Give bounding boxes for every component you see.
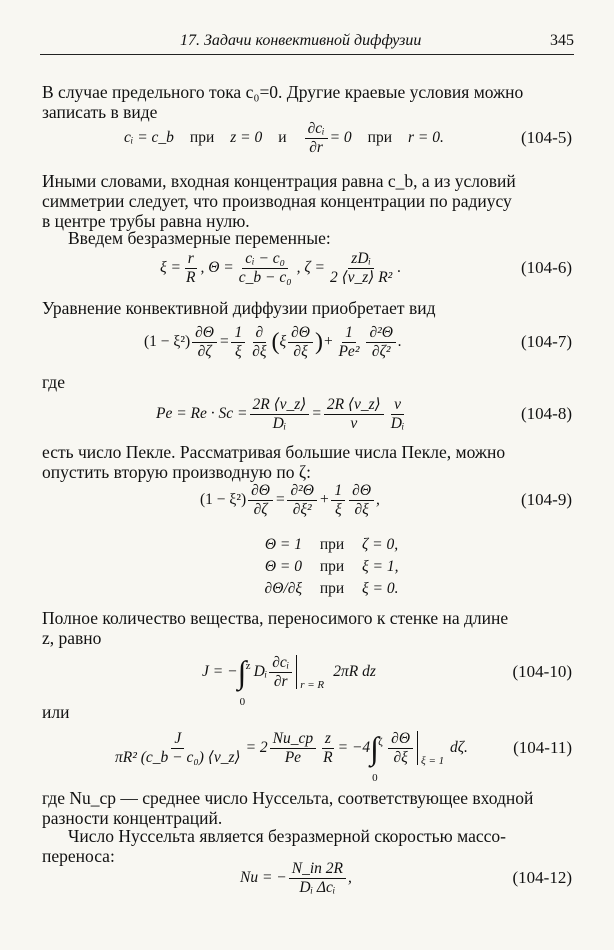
fraction: $\frac{\partial\Theta}{\partial\xi}$ (288, 325, 313, 360)
fraction: $\frac{\text{∂cᵢ}}{\partial r}$ (269, 655, 292, 690)
paragraph-line: или (42, 702, 70, 722)
fraction: $\frac{\partial\Theta}{\partial\zeta}$ (248, 483, 273, 518)
paragraph-line: где Nu_ср — среднее число Нуссельта, соответствующее входной (42, 788, 534, 808)
paragraph-line: Число Нуссельта является безразмерной скоростью массо- (68, 826, 506, 846)
fraction: $\frac{Nu\_ср}{Pe}$ (270, 731, 316, 766)
equation-104-11: $\frac{J}{\text{πR² (c\_b − c₀) ⟨v\_z⟩}}$ = 2 $\frac{Nu\_ср}{Pe}$ $\frac{z}{R}$ = −4 ∫ ζ 0 $\frac{\partial\Theta}{\partial\xi}$ ξ = 1 dζ. (104-11) (40, 724, 572, 772)
fraction: $\frac{\text{∂cᵢ}}{\partial r}$ (305, 121, 328, 156)
paragraph-line: где (42, 372, 65, 392)
fraction: $\frac{1}{\text{Pe²}}$ (338, 323, 360, 360)
fraction: $\frac{\nu}{\text{Dᵢ}}$ (390, 395, 405, 432)
integral-sign: ∫ z 0 (237, 654, 251, 708)
equation-104-12: Nu = − $\frac{N\_in 2R}{\text{Dᵢ Δcᵢ}}$ , (104-12) (240, 859, 572, 896)
eq-term: = 0 (329, 129, 352, 146)
equation-104-8: Pe = Re · Sc = $\frac{2R ⟨v\_z⟩}{\text{Dᵢ}}$ = $\frac{2R ⟨v\_z⟩}{\nu}$ $\frac{\nu}{\text{Dᵢ}}$ (104-8) (156, 395, 572, 432)
equation-104-9: (1 − ξ²) $\frac{\partial\Theta}{\partial\zeta}$ = $\frac{\text{∂²Θ}}{\text{∂ξ²}}$ + $\frac{1}{\xi}$ $\frac{\partial\Theta}{\partial\xi}$ , (104-9) (200, 481, 572, 518)
paragraph-line: переноса: (42, 846, 115, 866)
paragraph-line: Уравнение конвективной диффузии приобретает вид (42, 298, 436, 318)
fraction: $\frac{\text{∂²Θ}}{\text{∂ζ²}}$ (366, 325, 396, 360)
bc-row: Θ = 0 при ξ = 1, (264, 558, 399, 575)
paragraph-line: опустить вторую производную по ζ: (42, 462, 311, 482)
equation-number: (104-12) (512, 868, 572, 887)
equation-number: (104-7) (521, 332, 572, 351)
running-header (40, 28, 574, 55)
fraction: $\frac{\partial\Theta}{\partial\zeta}$ (192, 325, 217, 360)
eq-word: и (278, 129, 287, 146)
fraction: $\frac{r}{R}$ (185, 249, 196, 286)
fraction: $\frac{2R ⟨v\_z⟩}{\nu}$ (324, 397, 384, 432)
equation-number: (104-11) (513, 738, 572, 757)
fraction: $\frac{N\_in 2R}{\text{Dᵢ Δcᵢ}}$ (289, 861, 346, 896)
eq-term: r = 0. (408, 129, 444, 146)
equation-number: (104-6) (521, 258, 572, 277)
page-number: 345 (550, 32, 574, 49)
eq-term: z = 0 (230, 129, 263, 146)
paragraph-line: Введем безразмерные переменные: (68, 228, 331, 248)
equation-number: (104-5) (521, 128, 572, 147)
evaluation-bar: ξ = 1 (417, 731, 418, 765)
fraction: $\frac{J}{\text{πR² (c\_b − c₀) ⟨v\_z⟩}}$ (115, 729, 241, 766)
paragraph-line: Иными словами, входная концентрация равна c_b, а из условий (42, 171, 516, 191)
integral-sign: ∫ ζ 0 (370, 730, 383, 784)
fraction: $\frac{\partial}{\partial\xi}$ (252, 323, 267, 360)
eq-word: при (367, 129, 392, 146)
paragraph-line: разности концентраций. (42, 808, 223, 828)
fraction: $\frac{\text{cᵢ − c₀}}{\text{c\_b − c₀}}$ (238, 249, 292, 286)
equation-104-5 (40, 118, 572, 158)
fraction: $\frac{\text{∂²Θ}}{\text{∂ξ²}}$ (287, 483, 317, 518)
fraction: $\frac{1}{\xi}$ (331, 483, 345, 518)
paragraph-line: Полное количество вещества, переносимого к стенке на длине (42, 608, 509, 628)
equation-number: (104-8) (521, 404, 572, 423)
equation-104-6: ξ = $\frac{r}{R}$ , Θ = $\frac{\text{cᵢ − c₀}}{\text{c\_b − c₀}}$ , ζ = $\frac{\text{zDᵢ}}{\text{2 ⟨v\_z⟩ R²}}$ . (104-6) (160, 249, 572, 286)
eq-word: при (189, 129, 215, 146)
paragraph-line: записать в виде (42, 102, 158, 122)
fraction: $\frac{\partial\Theta}{\partial\xi}$ (349, 483, 374, 518)
fraction: $\frac{z}{R}$ (323, 729, 333, 766)
fraction: $\frac{\partial\Theta}{\partial\xi}$ (388, 731, 413, 766)
eq-term: cᵢ = c_b (124, 129, 174, 146)
paragraph-line: в центре трубы равна нулю. (42, 211, 250, 231)
fraction: $\frac{\text{zDᵢ}}{\text{2 ⟨v\_z⟩ R²}}$ (329, 249, 393, 286)
running-title: 17. Задачи конвективной диффузии (180, 32, 422, 49)
fraction: $\frac{1}{\xi}$ (231, 325, 245, 360)
equation-number: (104-10) (512, 662, 572, 681)
boundary-conditions (232, 536, 398, 602)
paragraph-line: z, равно (42, 628, 102, 648)
equation-104-10: J = − ∫ z 0 Dᵢ $\frac{\text{∂cᵢ}}{\partial r}$ r = R 2πR dz (104-10) (202, 653, 572, 708)
paragraph-line: есть число Пекле. Рассматривая большие числа Пекле, можно (42, 442, 506, 462)
bc-row: Θ = 1 при ζ = 0, (264, 536, 399, 553)
paragraph-line: симметрии следует, что производная концентрации по радиусу (42, 191, 512, 211)
fraction: $\frac{2R ⟨v\_z⟩}{\text{Dᵢ}}$ (250, 397, 310, 432)
evaluation-bar: r = R (296, 655, 297, 689)
paragraph-line: В случае предельного тока c₀=0. Другие краевые условия можно (42, 82, 524, 102)
bc-row: ∂Θ/∂ξ при ξ = 0. (264, 580, 399, 597)
equation-number: (104-9) (521, 490, 572, 509)
equation-104-7: (1 − ξ²) $\frac{\partial\Theta}{\partial\zeta}$ = $\frac{1}{\xi}$ $\frac{\partial}{\partial\xi}$ ( ξ $\frac{\partial\Theta}{\partial\xi}$ ) + $\frac{1}{\text{Pe²}}$ $\frac{\text{∂²Θ}}{\text{∂ζ²}}$ . (104-7) (144, 323, 572, 360)
